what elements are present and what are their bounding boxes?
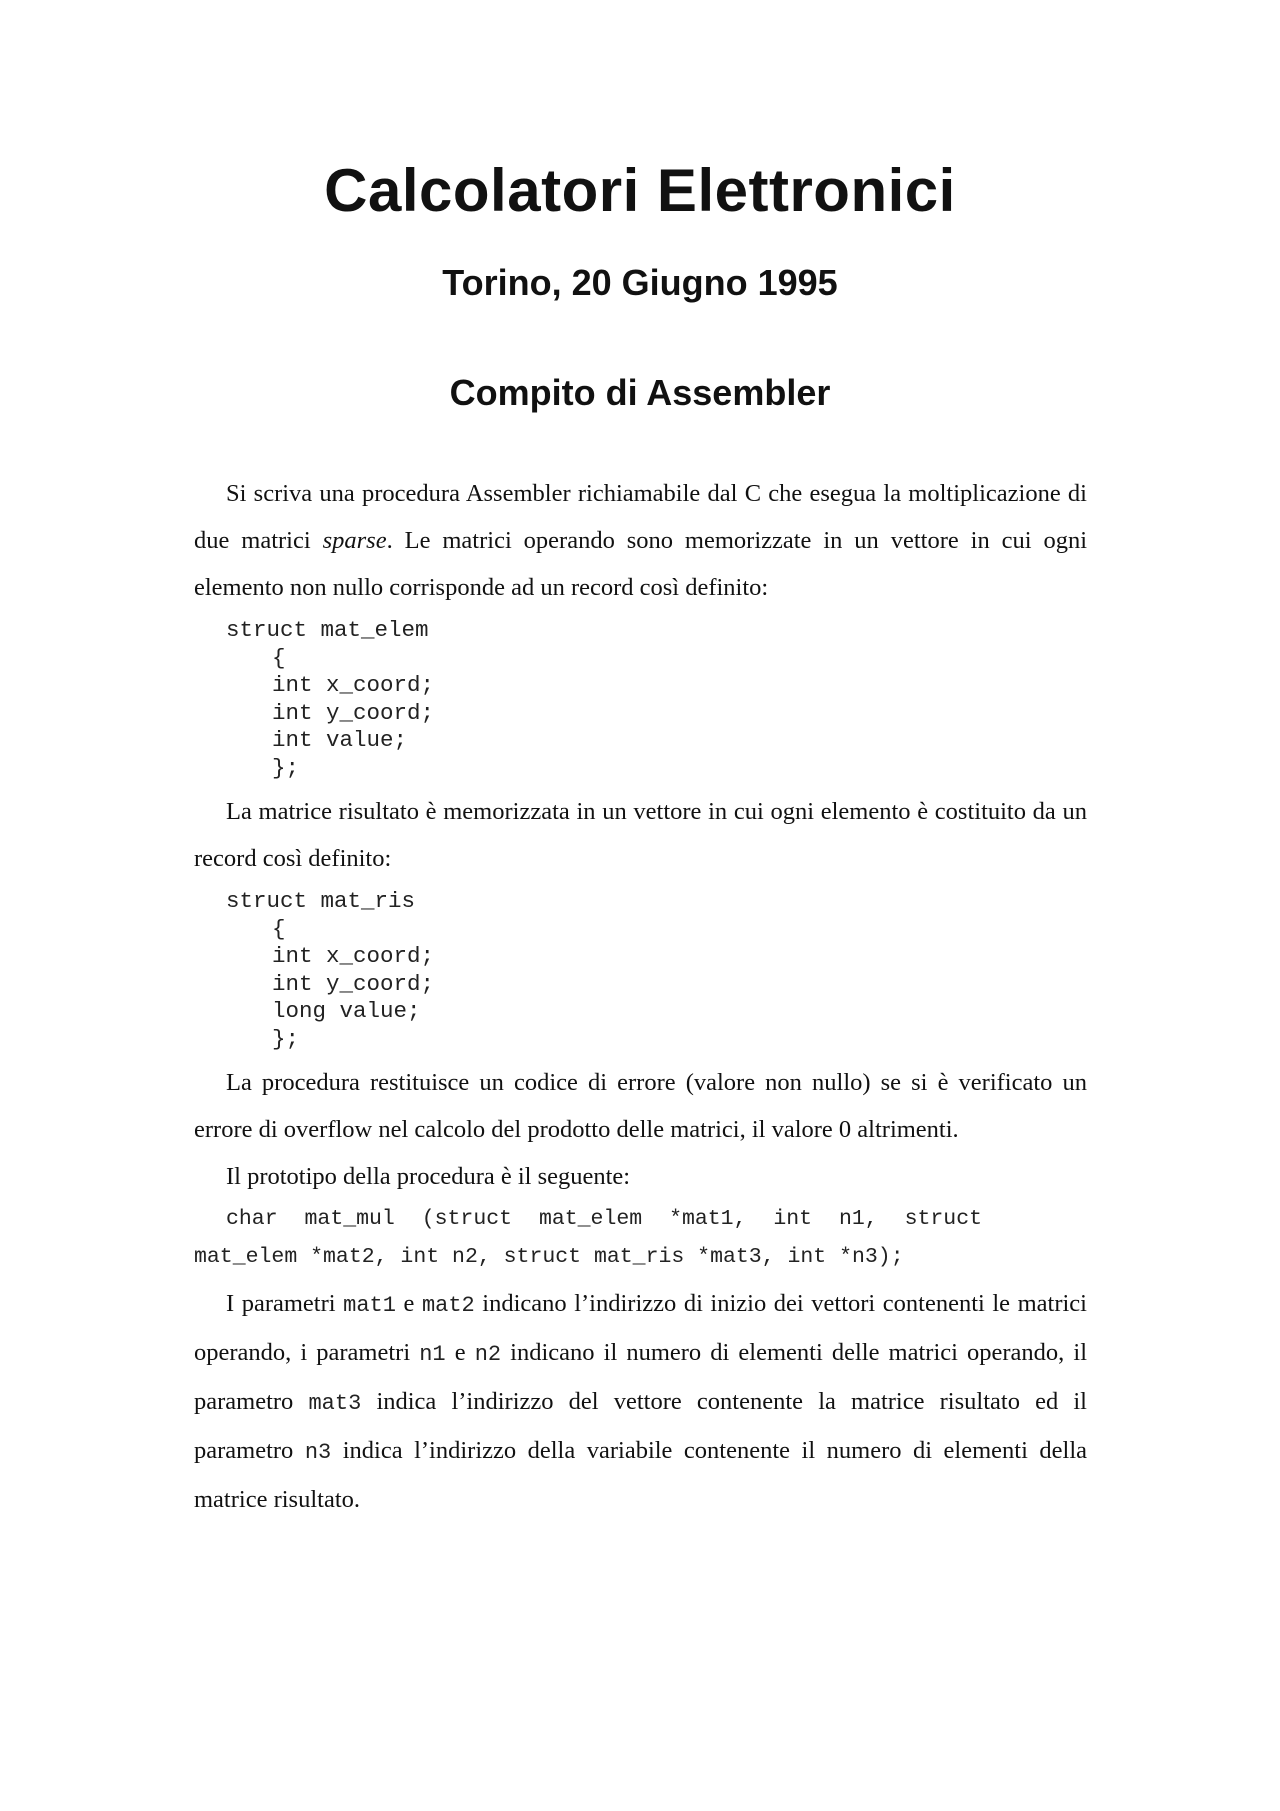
param-n2: n2 <box>474 1342 502 1367</box>
struct-mat-elem-code: struct mat_elem { int x_coord; int y_coord; int value; }; <box>226 617 435 781</box>
error-paragraph: La procedura restituisce un codice di errore (valore non nullo) se si è verificato un errore di overflow nel calcolo del prodotto delle matrici, il valore 0 altrimenti. <box>194 1069 1087 1143</box>
param-n3: n3 <box>304 1440 332 1465</box>
exam-date: Torino, 20 Giugno 1995 <box>442 262 838 303</box>
prototype-intro: Il prototipo della procedura è il seguente: <box>226 1163 631 1190</box>
param-mat3: mat3 <box>308 1391 362 1416</box>
section-title: Compito di Assembler <box>449 372 831 413</box>
param-n1: n1 <box>419 1342 446 1367</box>
param-mat2: mat2 <box>421 1293 475 1318</box>
parameters-paragraph: I parametri mat1 e mat2 indicano l’indirizzo di inizio dei vettori contenenti le matrici operando, i parametri n1 e n2 indicano il numero di elementi delle matrici operando, il parametro mat3 indica l’indirizzo del vettore contenente la matrice risultato ed il parametro n3 indica l’indirizzo della variabile contenente il numero di elementi della matrice risultato. <box>194 1290 1088 1513</box>
result-paragraph: La matrice risultato è memorizzata in un vettore in cui ogni elemento è costituito da un record così definito: <box>194 798 1087 872</box>
intro-paragraph: Si scriva una procedura Assembler richiamabile dal C che esegua la moltiplicazione di due matrici sparse. Le matrici operando sono memorizzate in un vettore in cui ogni elemento non nullo corrisponde ad un record così definito: <box>194 480 1088 601</box>
prototype-code-line-2: mat_elem *mat2, int n2, struct mat_ris *mat3, int *n3); <box>194 1245 904 1269</box>
page-title: Calcolatori Elettronici <box>324 157 956 224</box>
italic-term: sparse <box>322 527 387 554</box>
struct-mat-ris-code: struct mat_ris { int x_coord; int y_coord; long value; }; <box>226 888 435 1052</box>
document-body <box>194 470 1087 1523</box>
prototype-code-line-1: char mat_mul (struct mat_elem *mat1, int n1, struct <box>226 1207 983 1231</box>
param-mat1: mat1 <box>343 1293 396 1318</box>
